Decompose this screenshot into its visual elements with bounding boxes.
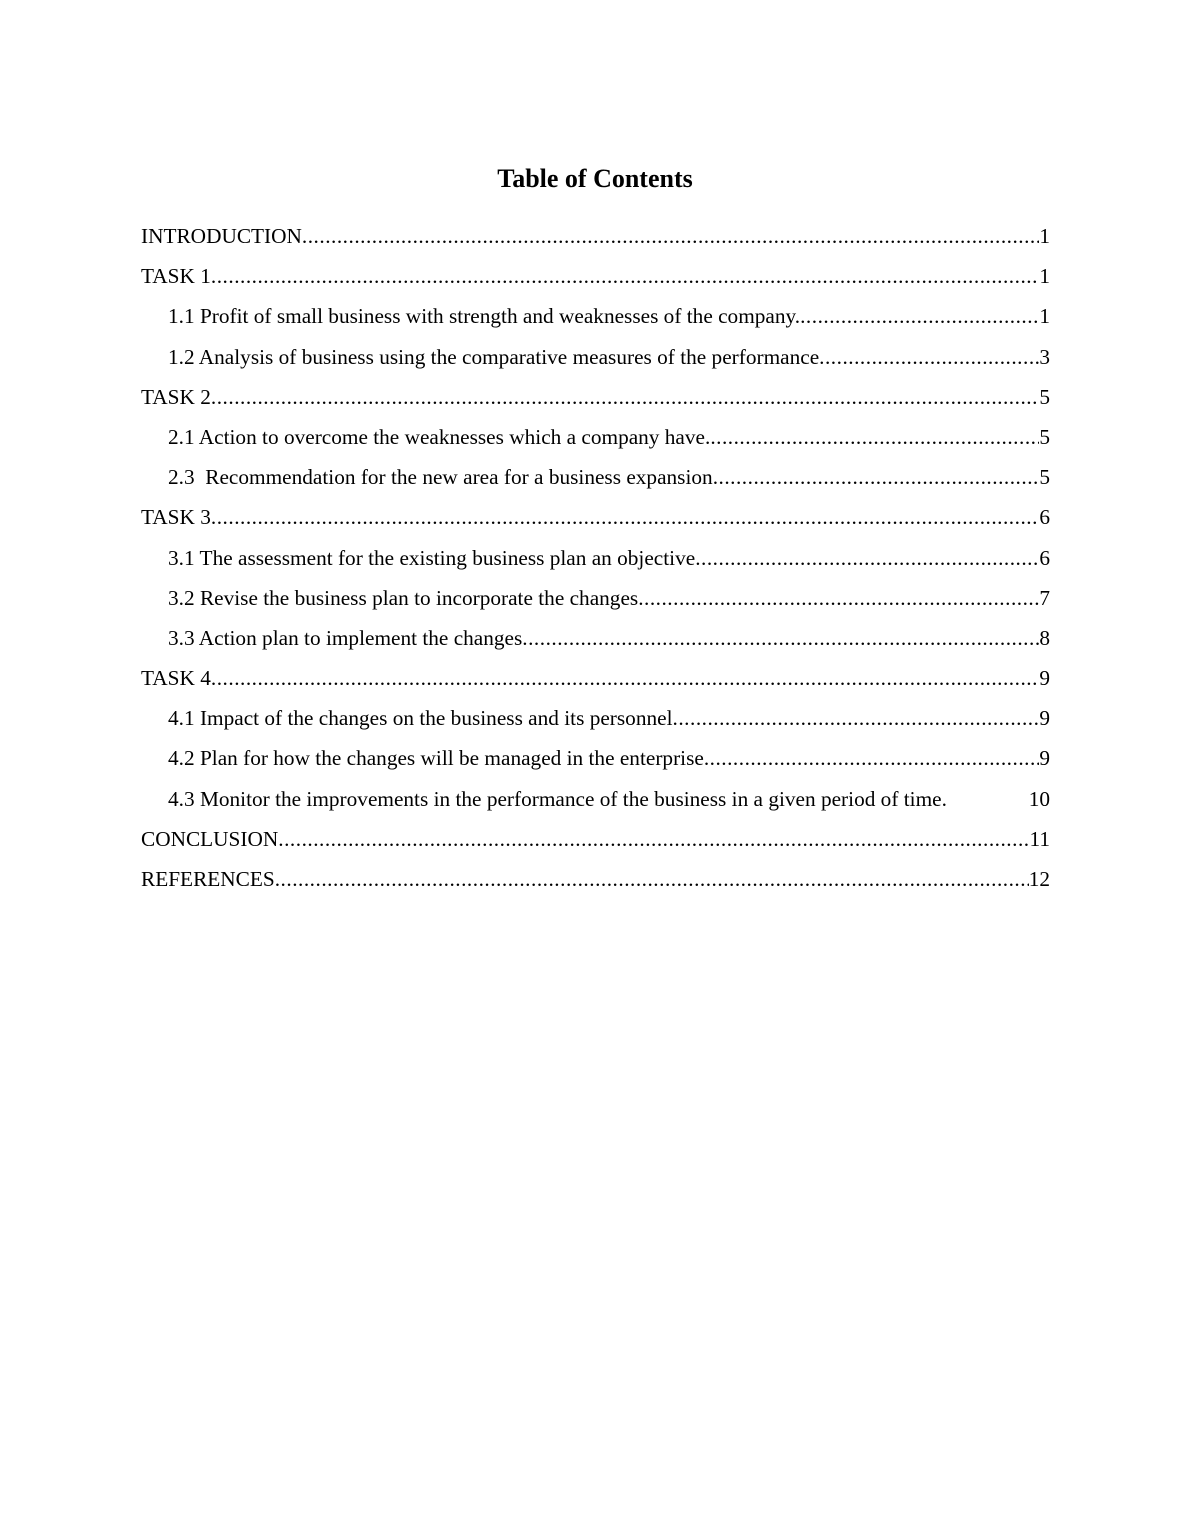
toc-page-number: 7 [1039,585,1050,610]
toc-page-number: 9 [1039,746,1050,771]
toc-page-number: 9 [1039,666,1050,691]
toc-entry-label: TASK 1 [141,264,211,289]
toc-page-number: 6 [1039,545,1050,570]
toc-entry[interactable] [141,457,1050,497]
dot-leader [819,337,1039,377]
toc-entry-label: REFERENCES [141,867,275,891]
toc-entry[interactable] [141,779,1050,819]
toc-entry[interactable] [141,618,1050,658]
toc-page-number: 3 [1039,344,1050,369]
dot-leader [673,698,1040,738]
dot-leader [211,658,1039,698]
toc-entry[interactable] [141,497,1050,537]
toc-entry[interactable] [141,738,1050,778]
toc-entry[interactable] [141,216,1050,256]
toc-page-number: 8 [1039,625,1050,650]
toc-entry[interactable] [141,859,1050,899]
toc-page-number: 5 [1039,465,1050,490]
toc-page-number: 10 [1028,786,1050,811]
toc-page-number: 5 [1039,424,1050,449]
toc-entry-label: 3.2 Revise the business plan to incorporate the changes [168,585,639,610]
toc-entry[interactable] [141,337,1050,377]
dot-leader [275,859,1029,899]
toc-page-number: 1 [1039,304,1050,329]
toc-entry[interactable] [141,256,1050,296]
toc-entry[interactable] [141,578,1050,618]
toc-entry-label: 2.1 Action to overcome the weaknesses which a company have. [168,424,711,449]
toc-entry-label: TASK 3 [141,505,211,530]
dot-leader [211,497,1039,537]
dot-leader [704,738,1040,778]
toc-page-number: 11 [1029,826,1050,851]
dot-leader [710,417,1039,457]
toc-entry-label: TASK 2 [141,384,211,409]
toc-entry[interactable] [141,377,1050,417]
toc-entry[interactable] [141,538,1050,578]
toc-entry-label: INTRODUCTION [141,224,302,248]
dot-leader [713,457,1040,497]
dot-leader [302,216,1039,256]
dot-leader [522,618,1039,658]
toc-entry[interactable] [141,698,1050,738]
toc-entry-label: 2.3 Recommendation for the new area for a business expansion [168,465,713,490]
toc-entry-label: 4.1 Impact of the changes on the business and its personnel [168,706,673,731]
dot-leader [211,256,1039,296]
page-title: Table of Contents [497,164,693,193]
table-of-contents [141,216,1050,899]
dot-leader [211,377,1039,417]
dot-leader [278,819,1029,859]
toc-page-number: 5 [1039,384,1050,409]
toc-page-number: 1 [1039,224,1050,248]
toc-entry-label: 1.1 Profit of small business with strength and weaknesses of the company. [168,304,801,329]
toc-page-number: 1 [1039,264,1050,289]
toc-page-number: 12 [1028,867,1050,891]
toc-entry-label: 3.1 The assessment for the existing business plan an objective [168,545,696,570]
toc-page-number: 9 [1039,706,1050,731]
toc-entry[interactable] [141,417,1050,457]
dot-leader [638,578,1039,618]
toc-entry-label: 1.2 Analysis of business using the comparative measures of the performance [168,344,820,369]
toc-entry-label: TASK 4 [141,666,211,691]
toc-entry[interactable] [141,658,1050,698]
toc-entry-label: 4.3 Monitor the improvements in the performance of the business in a given period of time. [168,786,953,811]
toc-entry[interactable] [141,296,1050,336]
toc-entry-label: 3.3 Action plan to implement the changes [168,625,523,650]
toc-page-number: 6 [1039,505,1050,530]
dot-leader [695,538,1039,578]
toc-entry[interactable] [141,819,1050,859]
dot-leader [800,296,1039,336]
toc-entry-label: CONCLUSION [141,826,279,851]
toc-entry-label: 4.2 Plan for how the changes will be managed in the enterprise [168,746,704,771]
